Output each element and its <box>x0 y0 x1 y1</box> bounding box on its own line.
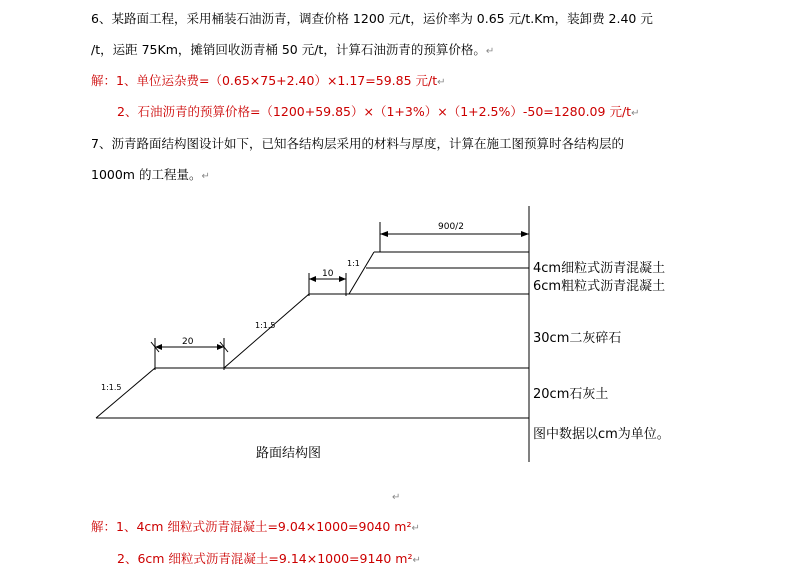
solution-prefix: 解： <box>91 519 117 534</box>
paragraph-mark: ↵ <box>437 77 446 88</box>
problem6-answer2: 2、石油沥青的预算价格=（1200+59.85）×（1+3%）×（1+2.5%）-50=1280.09 元/t↵ <box>117 104 640 119</box>
problem6-line1: 6、某路面工程，采用桶装石油沥青，调查价格 1200 元/t，运价率为 0.65 元/t.Km，装卸费 2.40 元 <box>91 11 653 26</box>
paragraph-mark: ↵ <box>412 555 421 566</box>
paragraph-mark: ↵ <box>201 171 210 182</box>
layer3-label: 30cm二灰碎石 <box>533 331 622 346</box>
paragraph-mark: ↵ <box>631 108 640 119</box>
problem7-line2: 1000m 的工程量。↵ <box>91 167 210 182</box>
figure-caption: 路面结构图 <box>256 446 322 461</box>
base-slope-line <box>224 294 309 368</box>
slope-bottom-label: 1:1.5 <box>101 383 122 392</box>
dim10-arrow-right <box>339 276 346 282</box>
layer2-label: 6cm粗粒式沥青混凝土 <box>533 279 666 294</box>
slope-top-label: 1:1 <box>347 259 360 268</box>
dim-top-label: 900/2 <box>438 222 464 232</box>
dim10-label: 10 <box>322 269 334 279</box>
answer-prefix: 解： <box>91 73 117 88</box>
problem6-line2: /t，运距 75Km，摊销回收沥青桶 50 元/t，计算石油沥青的预算价格。↵ <box>91 42 495 57</box>
solution-item2: 2、6cm 细粒式沥青混凝土=9.14×1000=9140 m²↵ <box>117 551 421 566</box>
paragraph-mark: ↵ <box>411 523 420 534</box>
problem6-answer1: 解：1、单位运杂费=（0.65×75+2.40）×1.17=59.85 元/t↵ <box>91 73 446 88</box>
unit-note: 图中数据以cm为单位。 <box>533 427 670 442</box>
paragraph-mark: ↵ <box>392 492 401 503</box>
dim-top-arrow-right <box>521 231 529 237</box>
layer1-label: 4cm细粒式沥青混凝土 <box>533 261 666 276</box>
dim10-arrow-left <box>309 276 316 282</box>
dim-top-arrow-left <box>380 231 388 237</box>
problem7-line1: 7、沥青路面结构图设计如下，已知各结构层采用的材料与厚度，计算在施工图预算时各结构层的 <box>91 136 624 151</box>
layer4-label: 20cm石灰土 <box>533 387 609 402</box>
dim20-label: 20 <box>182 337 194 347</box>
paragraph-mark: ↵ <box>485 46 495 57</box>
slope-mid-label: 1:1.5 <box>255 321 276 330</box>
subbase-slope-line <box>96 368 155 418</box>
solution-item1: 解：1、4cm 细粒式沥青混凝土=9.04×1000=9040 m²↵ <box>91 519 420 534</box>
